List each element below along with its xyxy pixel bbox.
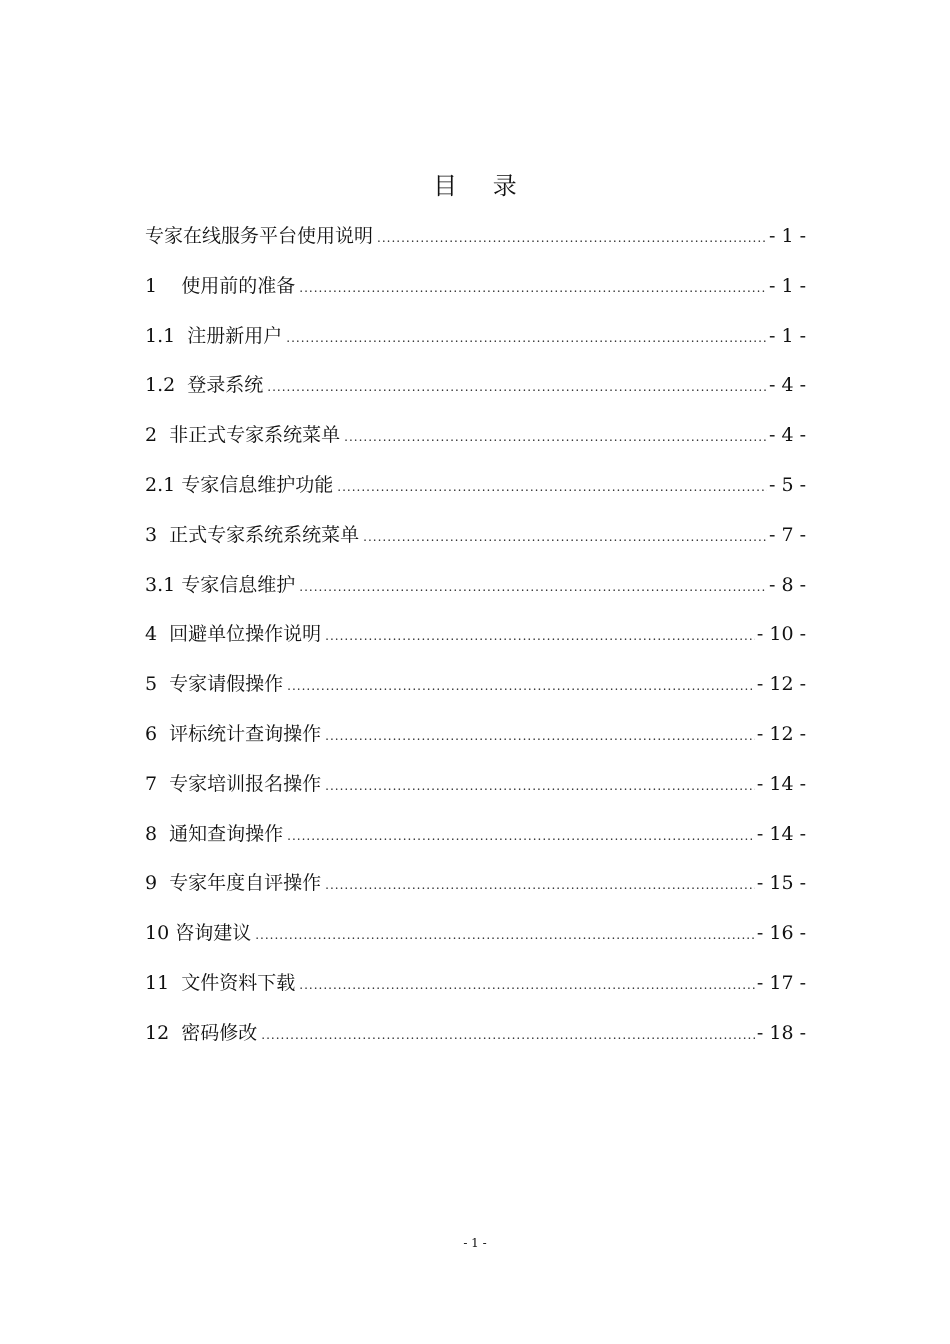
toc-entry-page: - 14 - bbox=[756, 772, 806, 795]
toc-leader-dots bbox=[325, 762, 755, 812]
toc-leader-dots bbox=[287, 662, 755, 712]
toc-entry-label: 4 回避单位操作说明 bbox=[145, 623, 322, 646]
toc-entry-page: - 8 - bbox=[768, 573, 806, 596]
toc-entry-page: - 18 - bbox=[756, 1021, 806, 1044]
toc-entry[interactable] bbox=[145, 312, 806, 362]
toc-entry-page: - 4 - bbox=[768, 374, 806, 397]
toc-leader-dots bbox=[337, 463, 767, 513]
toc-entry-label: 7 专家培训报名操作 bbox=[145, 772, 322, 795]
toc-entry-page: - 16 - bbox=[756, 922, 806, 945]
toc-entry-label: 8 通知查询操作 bbox=[145, 822, 284, 845]
toc-leader-dots bbox=[299, 264, 767, 314]
toc-entry-page: - 14 - bbox=[756, 822, 806, 845]
toc-leader-dots bbox=[377, 214, 767, 264]
toc-leader-dots bbox=[261, 1011, 755, 1061]
toc-entry-label: 5 专家请假操作 bbox=[145, 673, 284, 696]
toc-entry-label: 1.1 注册新用户 bbox=[145, 324, 283, 347]
toc-entry-label: 3.1 专家信息维护 bbox=[145, 573, 296, 596]
toc-leader-dots bbox=[363, 513, 767, 563]
toc-entry[interactable] bbox=[145, 710, 806, 760]
toc-entry-label: 11 文件资料下载 bbox=[145, 971, 296, 994]
toc-entry-page: - 7 - bbox=[768, 523, 806, 546]
toc-entry[interactable] bbox=[145, 212, 806, 262]
toc-leader-dots bbox=[299, 563, 767, 613]
toc-entry-label: 专家在线服务平台使用说明 bbox=[145, 225, 374, 247]
toc-leader-dots bbox=[299, 961, 755, 1011]
toc-entry-label: 10 咨询建议 bbox=[145, 922, 252, 945]
toc-entry[interactable] bbox=[145, 909, 806, 959]
toc-leader-dots bbox=[267, 363, 767, 413]
toc-leader-dots bbox=[344, 413, 767, 463]
toc-entry[interactable] bbox=[145, 859, 806, 909]
toc-entry[interactable] bbox=[145, 461, 806, 511]
toc-entry[interactable] bbox=[145, 660, 806, 710]
toc-title: 目 录 bbox=[433, 172, 531, 200]
toc-list bbox=[145, 212, 806, 1059]
toc-entry-page: - 12 - bbox=[756, 722, 806, 745]
toc-leader-dots bbox=[325, 712, 755, 762]
toc-entry-page: - 10 - bbox=[756, 623, 806, 646]
toc-entry[interactable] bbox=[145, 511, 806, 561]
toc-entry-label: 3 正式专家系统系统菜单 bbox=[145, 523, 360, 546]
toc-leader-dots bbox=[287, 812, 755, 862]
toc-entry-label: 2 非正式专家系统菜单 bbox=[145, 424, 341, 447]
toc-entry-page: - 17 - bbox=[756, 971, 806, 994]
toc-entry[interactable] bbox=[145, 610, 806, 660]
toc-entry[interactable] bbox=[145, 1009, 806, 1059]
toc-entry[interactable] bbox=[145, 959, 806, 1009]
toc-entry-label: 2.1 专家信息维护功能 bbox=[145, 473, 334, 496]
page-number-footer: - 1 - bbox=[463, 1236, 487, 1250]
toc-entry[interactable] bbox=[145, 361, 806, 411]
toc-entry-page: - 15 - bbox=[756, 872, 806, 895]
toc-entry-page: - 1 - bbox=[768, 225, 806, 247]
toc-leader-dots bbox=[325, 612, 755, 662]
toc-entry-page: - 1 - bbox=[768, 274, 806, 297]
toc-leader-dots bbox=[255, 911, 755, 961]
toc-entry[interactable] bbox=[145, 810, 806, 860]
toc-entry-page: - 4 - bbox=[768, 424, 806, 447]
toc-entry-label: 6 评标统计查询操作 bbox=[145, 722, 322, 745]
toc-entry-label: 12 密码修改 bbox=[145, 1021, 258, 1044]
toc-entry-page: - 12 - bbox=[756, 673, 806, 696]
toc-entry[interactable] bbox=[145, 561, 806, 611]
toc-entry-page: - 1 - bbox=[768, 324, 806, 347]
toc-entry[interactable] bbox=[145, 411, 806, 461]
toc-entry[interactable] bbox=[145, 262, 806, 312]
toc-entry-label: 1.2 登录系统 bbox=[145, 374, 264, 397]
toc-leader-dots bbox=[325, 861, 755, 911]
toc-entry-label: 9 专家年度自评操作 bbox=[145, 872, 322, 895]
toc-entry-label: 1 使用前的准备 bbox=[145, 274, 296, 297]
toc-entry-page: - 5 - bbox=[768, 473, 806, 496]
toc-entry[interactable] bbox=[145, 760, 806, 810]
toc-leader-dots bbox=[286, 314, 767, 364]
